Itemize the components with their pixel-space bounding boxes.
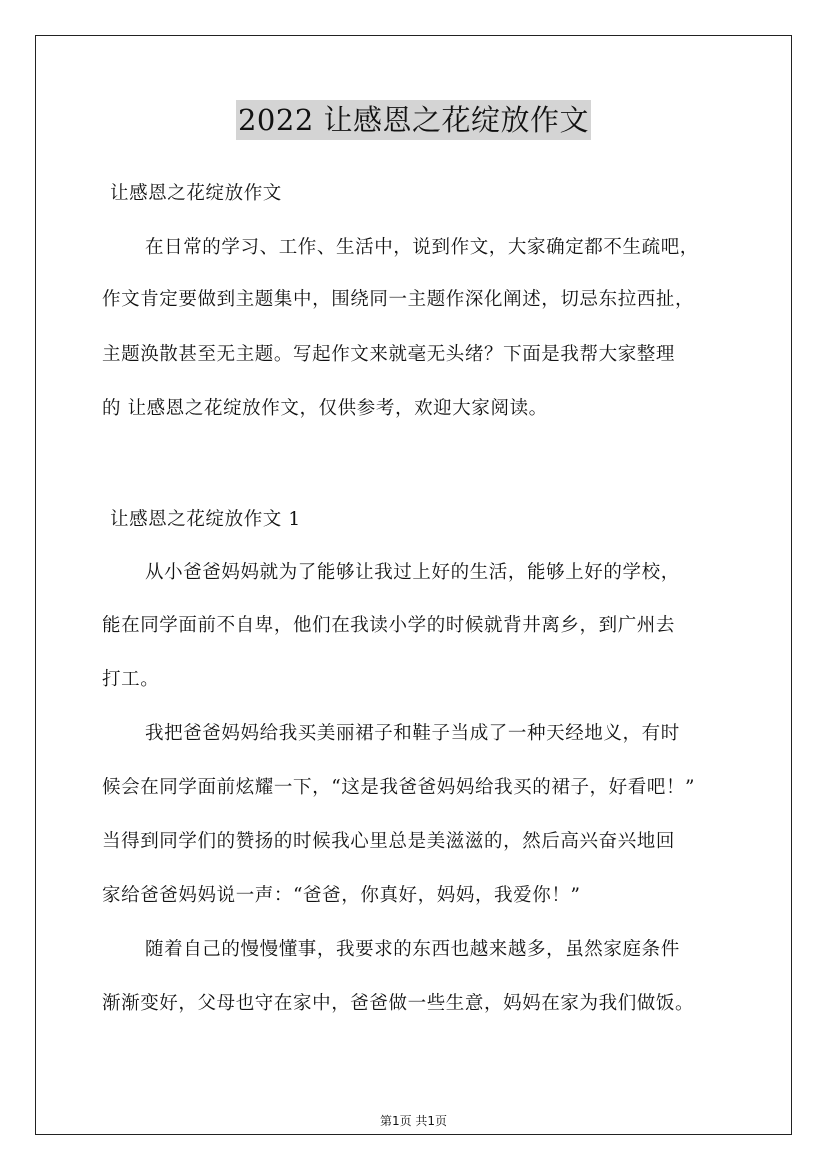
essay-line: 候会在同学面前炫耀一下，“这是我爸爸妈妈给我买的裙子，好看吧！” <box>102 777 696 798</box>
essay-line: 渐渐变好，父母也守在家中，爸爸做一些生意，妈妈在家为我们做饭。 <box>102 993 695 1014</box>
intro-line: 的 让感恩之花绽放作文，仅供参考，欢迎大家阅读。 <box>102 398 548 419</box>
document-title-wrap <box>0 100 827 140</box>
page-footer: 第1页 共1页 <box>379 1114 448 1128</box>
essay-line: 家给爸爸妈妈说一声：“爸爸，你真好，妈妈，我爱你！” <box>102 885 581 906</box>
document-title: 2022 让感恩之花绽放作文 <box>236 100 591 140</box>
essay-line: 我把爸爸妈妈给我买美丽裙子和鞋子当成了一种天经地义，有时 <box>145 723 680 744</box>
essay-heading: 让感恩之花绽放作文 1 <box>110 509 301 530</box>
essay-line: 打工。 <box>102 669 160 690</box>
intro-line: 主题涣散甚至无主题。写起作文来就毫无头绪？下面是我帮大家整理 <box>102 344 676 365</box>
intro-line: 作文肯定要做到主题集中，围绕同一主题作深化阐述，切忌东拉西扯， <box>102 289 695 310</box>
essay-line: 能在同学面前不自卑，他们在我读小学的时候就背井离乡，到广州去 <box>102 615 676 636</box>
intro-heading: 让感恩之花绽放作文 <box>110 183 282 204</box>
essay-line: 当得到同学们的赞扬的时候我心里总是美滋滋的，然后高兴奋兴地回 <box>102 831 676 852</box>
essay-line: 随着自己的慢慢懂事，我要求的东西也越来越多，虽然家庭条件 <box>145 939 680 960</box>
intro-line: 在日常的学习、工作、生活中，说到作文，大家确定都不生疏吧， <box>145 237 699 258</box>
essay-line: 从小爸爸妈妈就为了能够让我过上好的生活，能够上好的学校， <box>145 562 680 583</box>
